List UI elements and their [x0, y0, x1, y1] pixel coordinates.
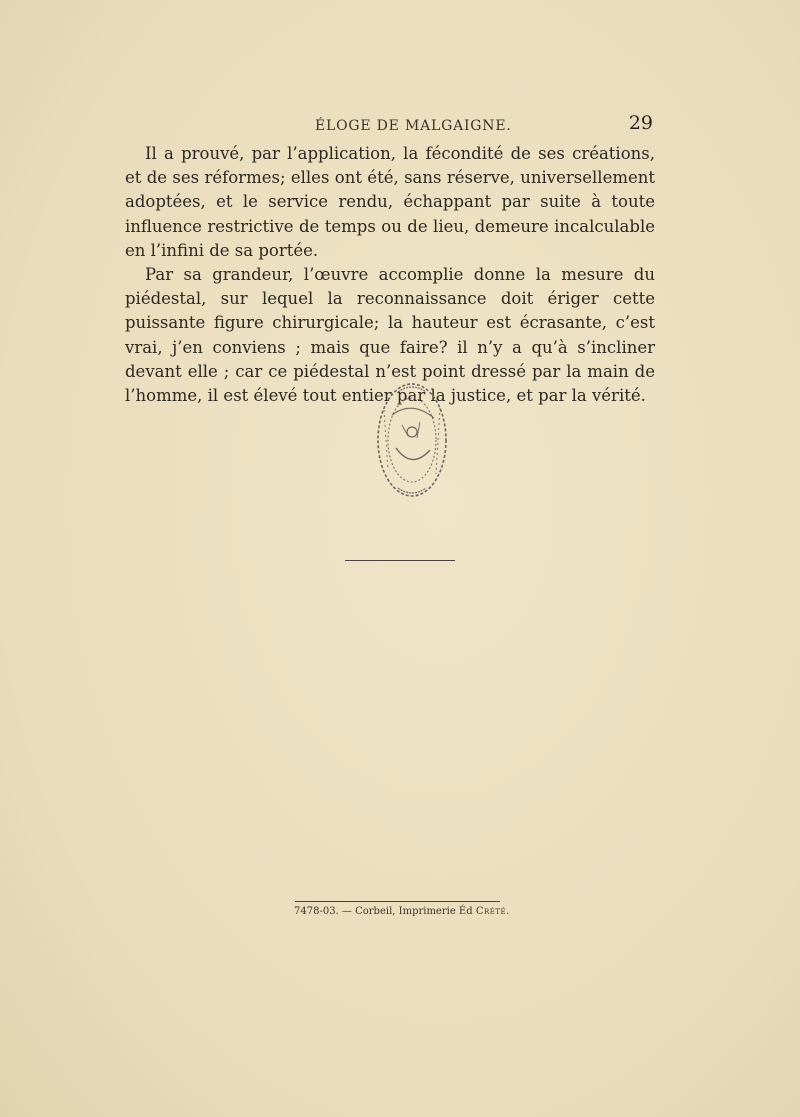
running-title: ÉLOGE DE MALGAIGNE.	[315, 118, 512, 134]
library-stamp-icon	[362, 370, 462, 510]
paragraph-1: Il a prouvé, par l’application, la fécondité de ses créations, et de ses réformes; elles ont été, sans réserve, universellement adoptées, et le service rendu, échappant par suite à toute influence restrictive de temps ou de lieu, demeure incalculable en l’infini de sa portée.	[125, 144, 655, 260]
paragraph-2: Par sa grandeur, l’œuvre accomplie donne la mesure du piédestal, sur lequel la reconnaissance doit ériger cette puissante figure chirurgicale; la hauteur est écrasante, c’est vrai, j’en conviens ; mais que faire? il n’y a qu’à s’incliner devant elle ; car ce piédestal n’est point dressé par la main de l’homme, il est élevé tout entier par la justice, et par la vérité.	[125, 265, 655, 406]
colophon-rule	[295, 901, 500, 902]
body-text	[125, 142, 655, 408]
colophon	[294, 906, 534, 917]
colophon-number: 7478-03.	[294, 906, 339, 917]
colophon-dash: —	[341, 906, 352, 917]
running-head	[125, 112, 655, 139]
section-rule	[345, 560, 455, 561]
colophon-printer: Crété.	[475, 906, 510, 917]
page-number: 29	[628, 112, 653, 134]
colophon-text: Corbeil, Imprimerie Éd	[355, 906, 473, 917]
